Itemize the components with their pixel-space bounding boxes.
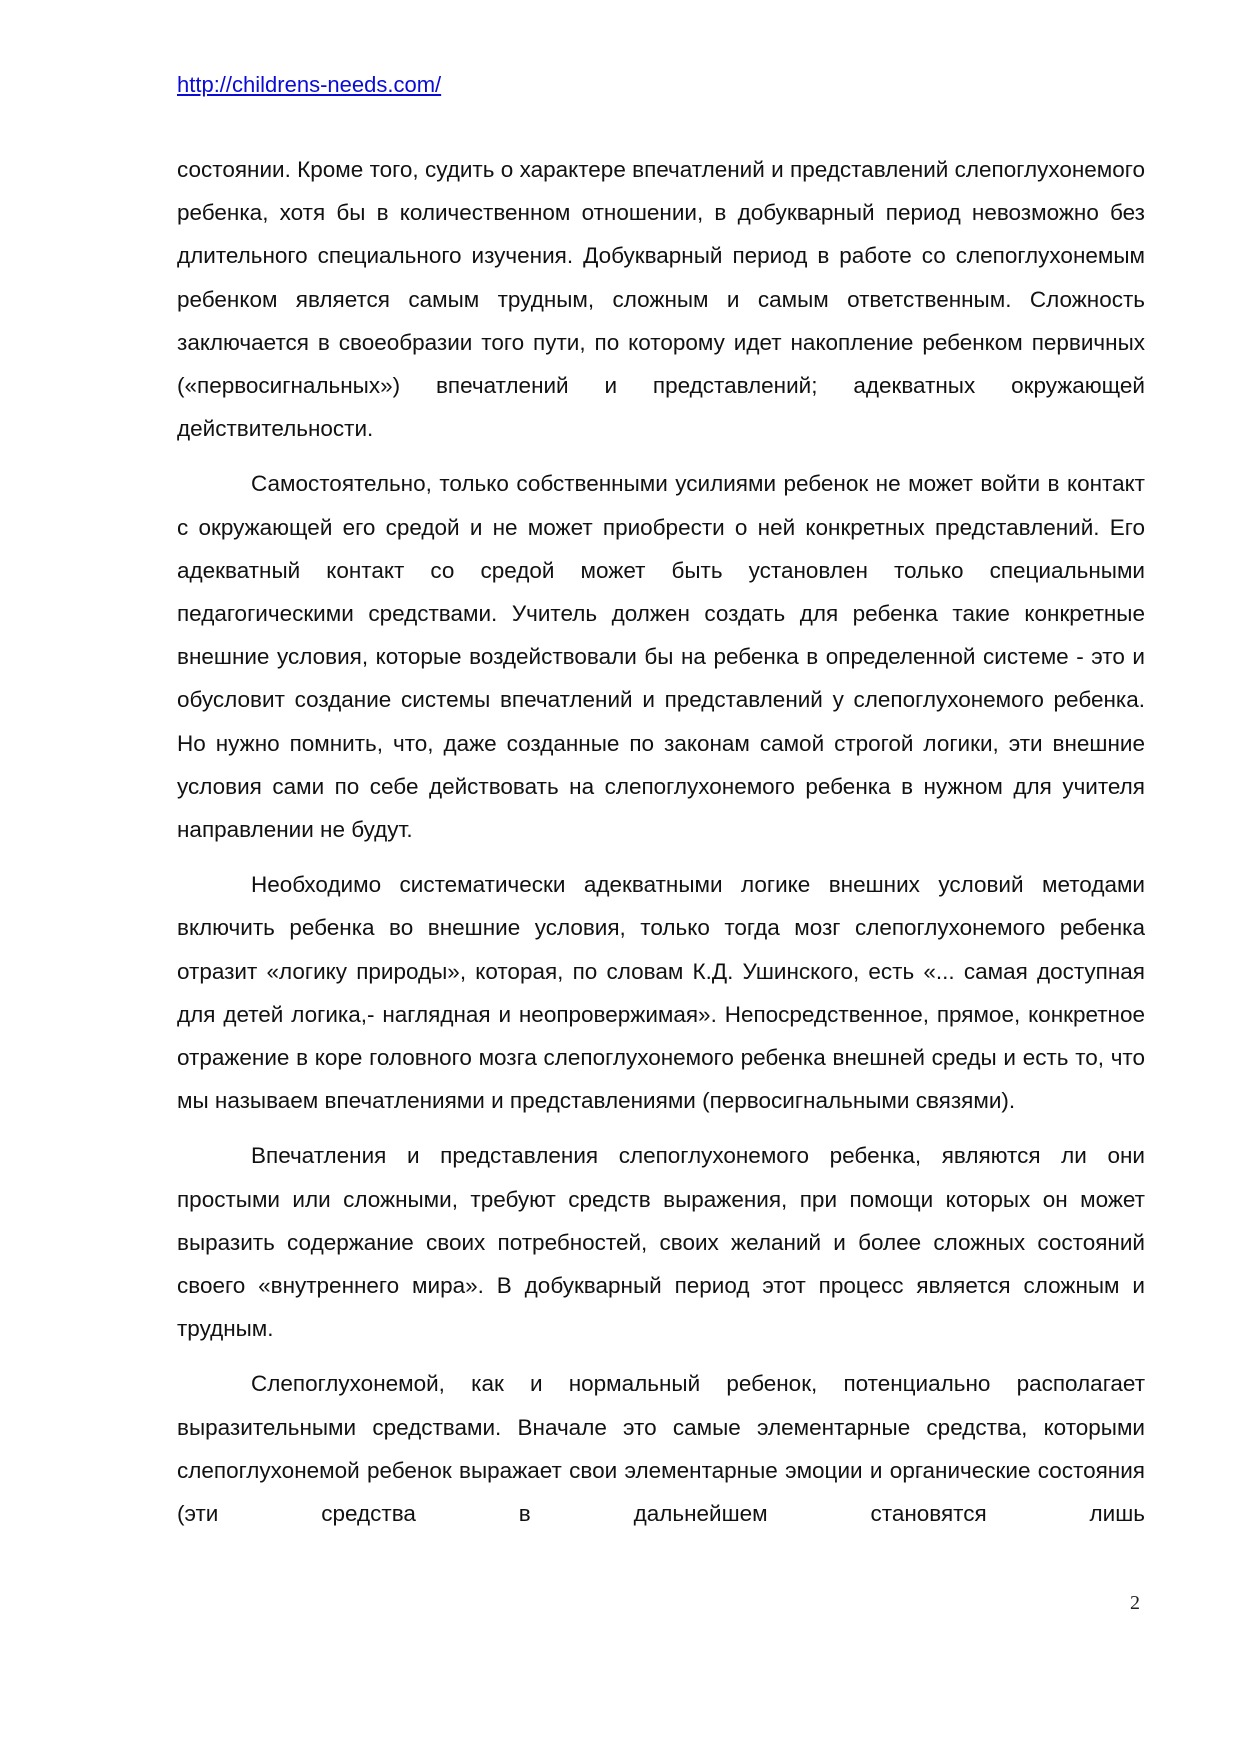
- paragraph-4: Впечатления и представления слепоглухонемого ребенка, являются ли они простыми или сложными, требуют средств выражения, при помощи которых он может выразить содержание своих потребностей, своих желаний и более сложных состояний своего «внутреннего мира». В добукварный период этот процесс является сложным и трудным.: [177, 1143, 1145, 1342]
- page-number: 2: [1130, 1592, 1140, 1614]
- paragraph-1: состоянии. Кроме того, судить о характере впечатлений и представлений слепоглухонемого ребенка, хотя бы в количественном отношении, в добукварный период невозможно без длительного специального изучения. Добукварный период в работе со слепоглухонемым ребенком является самым трудным, сложным и самым ответственным. Сложность заключается в своеобразии того пути, по которому идет накопление ребенком первичных («первосигнальных») впечатлений и представлений; адекватных окружающей действительности.: [177, 157, 1145, 442]
- paragraph-5: Слепоглухонемой, как и нормальный ребенок, потенциально располагает выразительными средствами. Вначале это самые элементарные средства, которыми слепоглухонемой ребенок выражает свои элементарные эмоции и органические состояния (эти средства в дальнейшем становятся лишь: [177, 1371, 1145, 1527]
- document-body: [177, 148, 1145, 1547]
- header-site-link[interactable]: http://childrens-needs.com/: [177, 72, 442, 97]
- paragraph-2: Самостоятельно, только собственными усилиями ребенок не может войти в контакт с окружающей его средой и не может приобрести о ней конкретных представлений. Его адекватный контакт со средой может быть установлен только специальными педагогическими средствами. Учитель должен создать для ребенка такие конкретные внешние условия, которые воздействовали бы на ребенка в определенной системе - это и обусловит создание системы впечатлений и представлений у слепоглухонемого ребенка. Но нужно помнить, что, даже созданные по законам самой строгой логики, эти внешние условия сами по себе действовать на слепоглухонемого ребенка в нужном для учителя направлении не будут.: [177, 471, 1145, 843]
- paragraph-3: Необходимо систематически адекватными логике внешних условий методами включить ребенка во внешние условия, только тогда мозг слепоглухонемого ребенка отразит «логику природы», которая, по словам К.Д. Ушинского, есть «... самая доступная для детей логика,- наглядная и неопровержимая». Непосредственное, прямое, конкретное отражение в коре головного мозга слепоглухонемого ребенка внешней среды и есть то, что мы называем впечатлениями и представлениями (первосигнальными связями).: [177, 872, 1145, 1114]
